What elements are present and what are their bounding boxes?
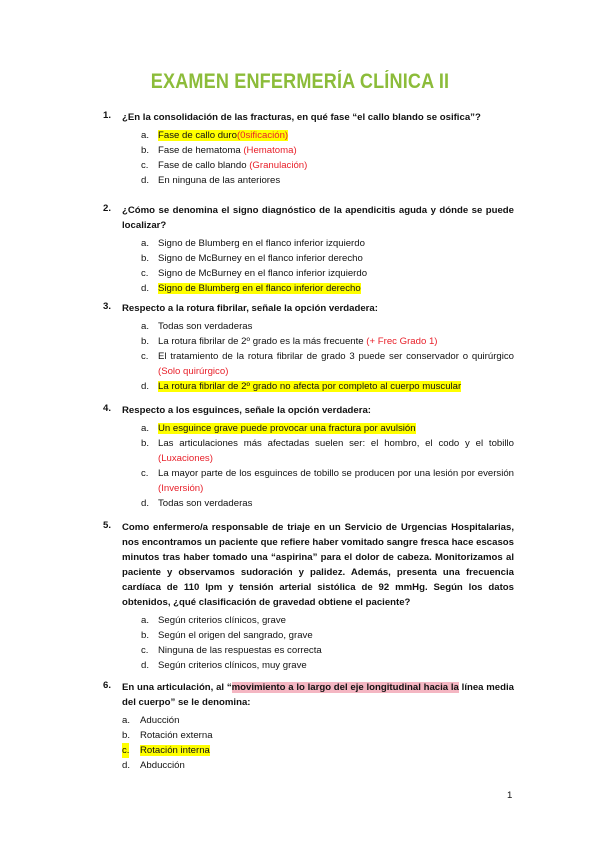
option-letter: c.	[141, 645, 149, 656]
option-c	[0, 466, 600, 496]
option-letter: c.	[141, 268, 149, 279]
question-text-part: línea media del cuerpo” se le denomina:	[122, 682, 514, 708]
option-letter: a.	[122, 715, 131, 726]
question-text-part: Como enfermero/a responsable de triaje en un Servicio de Urgencias Hospitalarias, nos encontramos un paciente que refiere haber vomitado sangre fresca hace escasos minutos tras haber tomado una “aspirina” para el dolor de cabeza. Monitorizamos al paciente y observamos sudoración y palidez. Además, presenta una frecuencia cardíaca de	[122, 522, 514, 593]
option-list	[0, 128, 600, 188]
option-letter: a.	[141, 615, 150, 626]
option-d	[0, 379, 600, 394]
question-number: 3.	[103, 301, 112, 312]
question-number: 5.	[103, 520, 112, 531]
option-d	[0, 758, 600, 773]
option-letter: a.	[141, 423, 150, 434]
option-text: La mayor parte de los esguinces de tobillo se producen por una lesión por eversión	[158, 468, 514, 479]
option-text: Signo de McBurney en el flanco inferior izquierdo	[158, 268, 368, 279]
question-number: 1.	[103, 110, 112, 121]
option-letter: d.	[141, 660, 150, 671]
option-text: La rotura fibrilar de 2º grado es la más frecuente	[158, 336, 364, 347]
question-number: 4.	[103, 403, 112, 414]
blood-pressure-value: 92	[378, 582, 390, 593]
option-annotation: (0sificación)	[236, 130, 289, 141]
option-d	[0, 496, 600, 511]
option-annotation: (Inversión)	[158, 483, 204, 494]
option-text: Las articulaciones más afectadas suelen ser: el hombro, el codo y el tobillo	[158, 438, 514, 449]
question-4	[0, 403, 600, 511]
option-letter: c.	[141, 351, 149, 362]
question-6	[0, 680, 600, 773]
option-letter: b.	[141, 253, 150, 264]
option-text: Abducción	[140, 760, 185, 771]
question-text-part: lpm y tensión arterial sistólica de	[199, 582, 379, 593]
option-text: Ninguna de las respuestas es correcta	[158, 645, 322, 656]
option-letter: c.	[122, 745, 130, 756]
option-list	[0, 236, 600, 296]
question-text-part: En una articulación, al “	[122, 682, 232, 693]
option-text-highlighted: Rotación interna	[140, 745, 210, 756]
option-a	[0, 421, 600, 436]
option-text: Aducción	[140, 715, 180, 726]
option-text: El tratamiento de la rotura fibrilar de grado 3 puede ser conservador o quirúrgico	[158, 351, 514, 362]
option-letter: a.	[141, 130, 150, 141]
option-d	[0, 173, 600, 188]
option-c	[0, 743, 600, 758]
option-letter: d.	[141, 283, 150, 294]
option-b	[0, 628, 600, 643]
question-number: 2.	[103, 203, 112, 214]
option-text-highlighted: La rotura fibrilar de 2º grado no afecta por completo al cuerpo muscular	[158, 381, 462, 392]
option-a	[0, 713, 600, 728]
option-letter: d.	[122, 760, 131, 771]
question-5	[0, 520, 600, 673]
option-text-highlighted: Un esguince grave puede provocar una fractura por avulsión	[158, 423, 416, 434]
option-annotation: (Hematoma)	[243, 145, 297, 156]
question-text-part: mmHg. Según los datos obtenidos, ¿qué clasificación de gravedad obtiene el paciente?	[122, 582, 514, 608]
option-text: Según criterios clínicos, muy grave	[158, 660, 307, 671]
option-a	[0, 613, 600, 628]
question-text	[122, 680, 514, 710]
question-1	[0, 110, 600, 188]
option-letter: b.	[122, 730, 131, 741]
option-letter: b.	[141, 630, 150, 641]
option-letter: d.	[141, 381, 150, 392]
option-b	[0, 143, 600, 158]
option-text-highlighted: Signo de Blumberg en el flanco inferior derecho	[158, 283, 361, 294]
option-a	[0, 236, 600, 251]
option-list	[0, 421, 600, 511]
option-text: Fase de callo blando	[158, 160, 247, 171]
option-letter: b.	[141, 336, 150, 347]
option-letter: a.	[141, 238, 150, 249]
option-c	[0, 158, 600, 173]
option-letter: c.	[141, 160, 149, 171]
option-letter: a.	[141, 321, 150, 332]
option-c	[0, 349, 600, 379]
document-title: EXAMEN ENFERMERÍA CLÍNICA II	[150, 70, 450, 93]
option-text: Signo de McBurney en el flanco inferior derecho	[158, 253, 363, 264]
option-annotation: (Solo quirúrgico)	[158, 366, 229, 377]
option-text: Fase de hematoma	[158, 145, 241, 156]
question-text	[122, 520, 514, 610]
option-text: Rotación externa	[140, 730, 213, 741]
option-text-highlighted: Fase de callo duro	[158, 130, 237, 141]
option-text: En ninguna de las anteriores	[158, 175, 281, 186]
option-text: Todas son verdaderas	[158, 498, 253, 509]
option-letter: d.	[141, 498, 150, 509]
question-text-highlighted: movimiento a lo largo del eje longitudinal hacia la	[231, 682, 459, 693]
page-number: 1	[507, 790, 513, 801]
option-text: Según criterios clínicos, grave	[158, 615, 286, 626]
option-c	[0, 643, 600, 658]
question-2	[0, 203, 600, 296]
option-a	[0, 128, 600, 143]
option-a	[0, 319, 600, 334]
option-b	[0, 334, 600, 349]
option-annotation: (Granulación)	[249, 160, 308, 171]
question-text: ¿En la consolidación de las fracturas, en qué fase “el callo blando se osifica”?	[122, 112, 481, 123]
option-text: Según el origen del sangrado, grave	[158, 630, 313, 641]
option-list	[0, 613, 600, 673]
option-c	[0, 266, 600, 281]
question-number: 6.	[103, 680, 112, 691]
option-letter: d.	[141, 175, 150, 186]
question-text: Respecto a los esguinces, señale la opción verdadera:	[122, 405, 372, 416]
option-text: Todas son verdaderas	[158, 321, 253, 332]
question-text: ¿Cómo se denomina el signo diagnóstico de la apendicitis aguda y dónde se puede localizar?	[122, 205, 514, 231]
option-d	[0, 281, 600, 296]
option-letter: b.	[141, 438, 150, 449]
option-annotation: (Luxaciones)	[158, 453, 213, 464]
option-list	[0, 713, 600, 773]
option-letter: c.	[141, 468, 149, 479]
option-list	[0, 319, 600, 394]
question-3	[0, 301, 600, 394]
heart-rate-value: 110	[183, 582, 200, 593]
option-b	[0, 436, 600, 466]
question-text: Respecto a la rotura fibrilar, señale la opción verdadera:	[122, 303, 378, 314]
option-d	[0, 658, 600, 673]
option-b	[0, 251, 600, 266]
option-letter: b.	[141, 145, 150, 156]
option-text: Signo de Blumberg en el flanco inferior izquierdo	[158, 238, 365, 249]
option-annotation: (+ Frec Grado 1)	[366, 336, 438, 347]
option-b	[0, 728, 600, 743]
